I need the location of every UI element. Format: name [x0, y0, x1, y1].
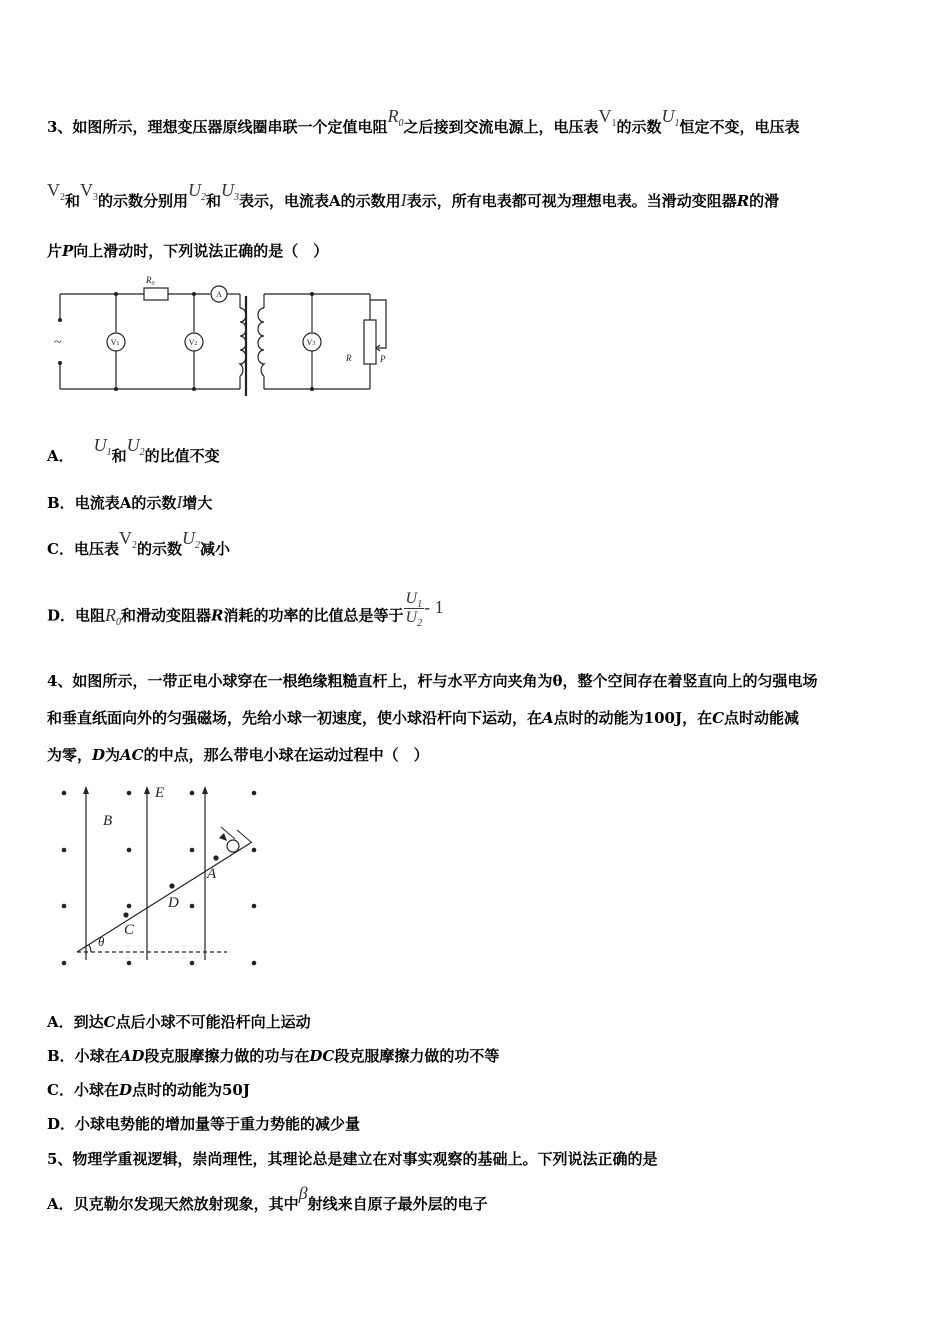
q3-option-a: A．$U_1$和$U_2$的比值不变 [47, 435, 220, 465]
label-R0: $R_0$ [146, 275, 155, 287]
symbol-V1: $V_1$ [598, 106, 617, 129]
symbol-V2: $V_2$ [47, 180, 65, 203]
q5-option-a: A．贝克勒尔发现天然放射现象，其中β射线来自原子最外层的电子 [47, 1183, 488, 1213]
voltmeter-v3-label: V3 [306, 338, 316, 347]
label-B: B [103, 813, 113, 829]
q3-line-2: $V_2$和$V_3$的示数分别用$U_2$和$U_3$表示，电流表A的示数用I表示，所有电表都可视为理想电表。当滑动变阻器R的滑 [47, 180, 780, 210]
q4-option-d: D．小球电势能的增加量等于重力势能的减少量 [47, 1115, 361, 1133]
q3-line-3: 片P向上滑动时，下列说法正确的是（ ） [47, 242, 329, 260]
symbol-R0: $R_0$ [387, 106, 404, 129]
symbol-U3: $U_3$ [221, 180, 240, 203]
symbol-V3: $V_3$ [80, 180, 99, 203]
rod-field-figure [55, 780, 270, 975]
q3-option-d: D．电阻$R_0$和滑动变阻器R消耗的功率的比值总是等于 $\frac{U_1}{U_2}$ - 1 [47, 590, 444, 629]
label-D: D [168, 895, 179, 911]
q4-line-1: 4、如图所示，一带正电小球穿在一根绝缘粗糙直杆上，杆与水平方向夹角为θ，整个空间存在着竖直向上的匀强电场 [47, 672, 818, 690]
label-theta: θ [98, 934, 105, 949]
q4-line-2: 和垂直纸面向外的匀强磁场，先给小球一初速度，使小球沿杆向下运动，在A点时的动能为100J，在C点时动能减 [47, 709, 800, 727]
q4-option-a: A．到达C点后小球不可能沿杆向上运动 [47, 1013, 311, 1031]
q5-line-1: 5、物理学重视逻辑，崇尚理性，其理论总是建立在对事实观察的基础上。下列说法正确的是 [47, 1150, 658, 1168]
transformer-circuit-figure [50, 268, 400, 400]
q3-line-1: 3、如图所示，理想变压器原线圈串联一个定值电阻$R_0$之后接到交流电源上，电压表$V_1$的示数$U_1$恒定不变，电压表 [47, 106, 800, 136]
voltmeter-v2-label: V2 [188, 338, 198, 347]
label-R: R [346, 353, 352, 363]
label-P: P [380, 354, 386, 364]
label-A: A [207, 866, 217, 882]
label-C: C [124, 922, 135, 938]
symbol-U1: $U_1$ [661, 106, 680, 129]
q4-line-3: 为零，D为AC的中点，那么带电小球在运动过程中（ ） [47, 746, 429, 764]
q4-option-c: C．小球在D点时的动能为50J [47, 1081, 250, 1099]
ac-source-symbol: ~ [54, 335, 62, 350]
symbol-I: I [400, 190, 407, 210]
q3-option-b: B．电流表A的示数I增大 [47, 492, 213, 512]
q3-text: 3、如图所示，理想变压器原线圈串联一个定值电阻 [47, 118, 388, 136]
q3-option-c: C．电压表$V_2$的示数$U_2$减小 [47, 528, 230, 558]
symbol-U2: $U_2$ [188, 180, 207, 203]
ammeter-label: A [216, 290, 222, 299]
fraction-u1-u2: $\frac{U_1}{U_2}$ [405, 590, 423, 629]
label-E: E [155, 785, 165, 801]
voltmeter-v1-label: V1 [110, 338, 120, 347]
q4-option-b: B．小球在AD段克服摩擦力做的功与在DC段克服摩擦力做的功不等 [47, 1047, 500, 1065]
